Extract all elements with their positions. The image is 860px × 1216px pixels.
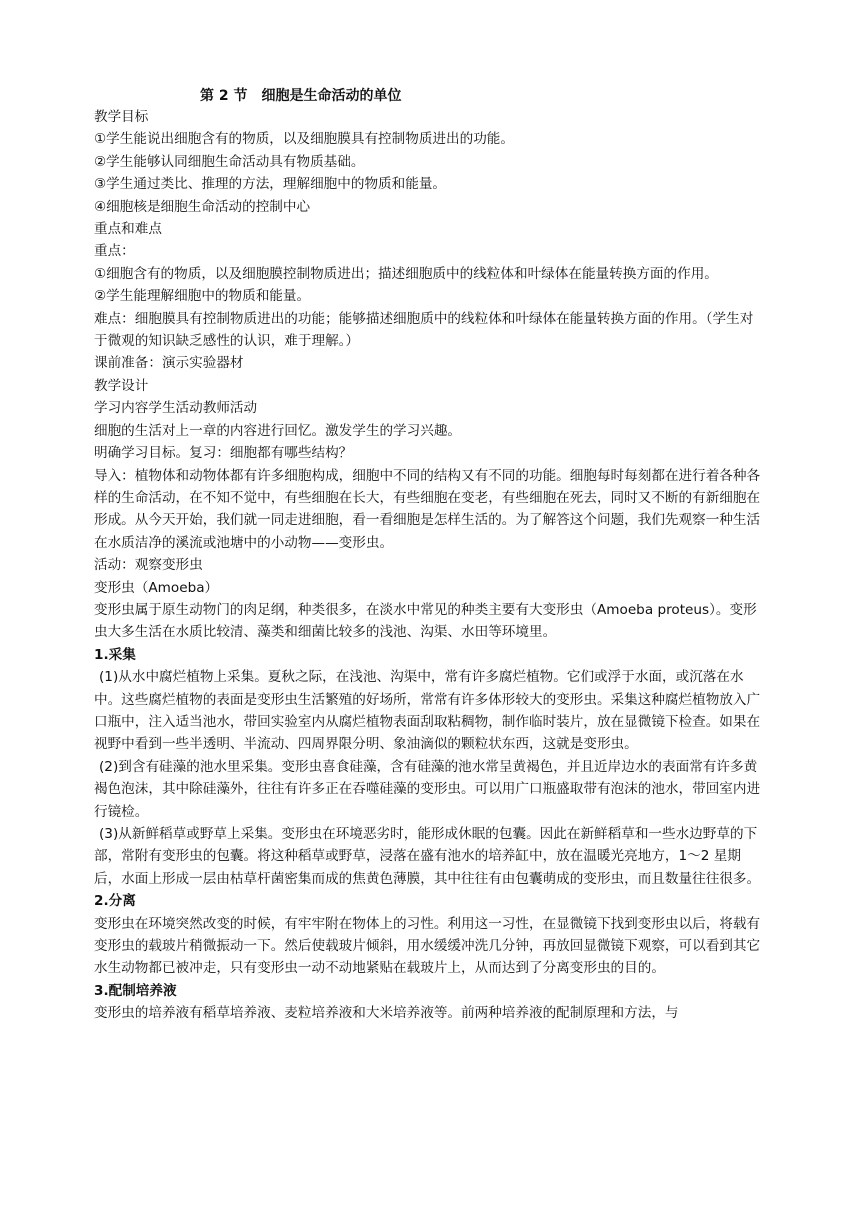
difficult-points: 难点：细胞膜具有控制物质进出的功能；能够描述细胞质中的线粒体和叶绿体在能量转换方面的作用。（学生对于微观的知识缺乏感性的认识，难于理解。） [94,310,754,350]
introduction-paragraph: 导入：植物体和动物体都有许多细胞构成，细胞中不同的结构又有不同的功能。细胞每时每刻都在进行着各种各样的生命活动，在不知不觉中，有些细胞在长大，有些细胞在变老，有些细胞在死去，同时又不断的有新细胞在形成。从今天开始，我们就一同走进细胞，看一看细胞是怎样生活的。为了解答这个问题，我们先观察一种生活在水质洁净的溪流或池塘中的小动物——变形虫。 [94,467,761,551]
goal-3: ③学生通过类比、推理的方法，理解细胞中的物质和能量。 [94,176,447,193]
heading-teaching-goals: 教学目标 [94,109,149,125]
key-point-1: ①细胞含有的物质，以及细胞膜控制物质进出；描述细胞质中的线粒体和叶绿体在能量转换方面的作用。 [94,265,718,282]
page-title: 第 2 节 细胞是生命活动的单位 [200,88,402,104]
preparation: 课前准备：演示实验器材 [94,355,244,372]
key-point-2: ②学生能理解细胞中的物质和能量。 [94,288,311,305]
section-separation: 2.分离 [94,893,136,910]
section-collection: 1.采集 [94,646,136,663]
goal-4: ④细胞核是细胞生命活动的控制中心 [94,198,311,215]
learning-goal-line: 明确学习目标。复习：细胞都有哪些结构？ [94,445,353,462]
amoeba-heading: 变形虫（Amoeba） [94,579,219,596]
amoeba-description: 变形虫属于原生动物门的肉足纲，种类很多，在淡水中常见的种类主要有大变形虫（Amoeba proteus）。变形虫大多生活在水质比较清、藻类和细菌比较多的浅池、沟渠、水田等环境里。 [94,601,757,641]
activity-heading: 活动：观察变形虫 [94,557,203,574]
collection-method-2: (2)到含有硅藻的池水里采集。变形虫喜食硅藻，含有硅藻的池水常呈黄褐色，并且近岸边水的表面常有许多黄褐色泡沫，其中除硅藻外，往往有许多正在吞噬硅藻的变形虫。可以用广口瓶盛取带有泡沫的池水，带回室内进行镜检。 [94,758,761,820]
document-body [94,106,766,1025]
goal-1: ①学生能说出细胞含有的物质，以及细胞膜具有控制物质进出的功能。 [94,131,514,148]
culture-medium-paragraph: 变形虫的培养液有稻草培养液、麦粒培养液和大米培养液等。前两种培养液的配制原理和方法，与 [94,1005,679,1022]
heading-key-points: 重点和难点 [94,221,162,238]
collection-method-1: (1)从水中腐烂植物上采集。夏秋之际，在浅池、沟渠中，常有许多腐烂植物。它们或浮于水面，或沉落在水中。这些腐烂植物的表面是变形虫生活繁殖的好场所，常常有许多体形较大的变形虫。采集这种腐烂植物放入广口瓶中，注入适当池水，带回实验室内从腐烂植物表面刮取粘稠物，制作临时装片，放在显微镜下检查。如果在视野中看到一些半透明、半流动、四周界限分明、象油滴似的颗粒状东西，这就是变形虫。 [94,669,761,753]
heading-teaching-design: 教学设计 [94,377,149,394]
key-points-label: 重点： [94,243,135,260]
collection-method-3: (3)从新鲜稻草或野草上采集。变形虫在环境恶劣时，能形成休眠的包囊。因此在新鲜稻草和一些水边野草的下部，常附有变形虫的包囊。将这种稻草或野草，浸落在盛有池水的培养缸中，放在温暖光亮地方，1～2 星期后，水面上形成一层由枯草杆菌密集而成的焦黄色薄膜，其中往往有由包囊萌成的变形虫，而且数量往往很多。 [94,826,761,887]
section-culture-medium: 3.配制培养液 [94,982,177,999]
review-line: 细胞的生活对上一章的内容进行回忆。激发学生的学习兴趣。 [94,422,462,439]
design-columns: 学习内容学生活动教师活动 [94,400,258,417]
separation-paragraph: 变形虫在环境突然改变的时候，有牢牢附在物体上的习性。利用这一习性，在显微镜下找到变形虫以后，将载有变形虫的载玻片稍微振动一下。然后使载玻片倾斜，用水缓缓冲洗几分钟，再放回显微镜下观察，可以看到其它水生动物都已被冲走，只有变形虫一动不动地紧贴在载玻片上，从而达到了分离变形虫的目的。 [94,915,761,977]
goal-2: ②学生能够认同细胞生命活动具有物质基础。 [94,153,365,170]
